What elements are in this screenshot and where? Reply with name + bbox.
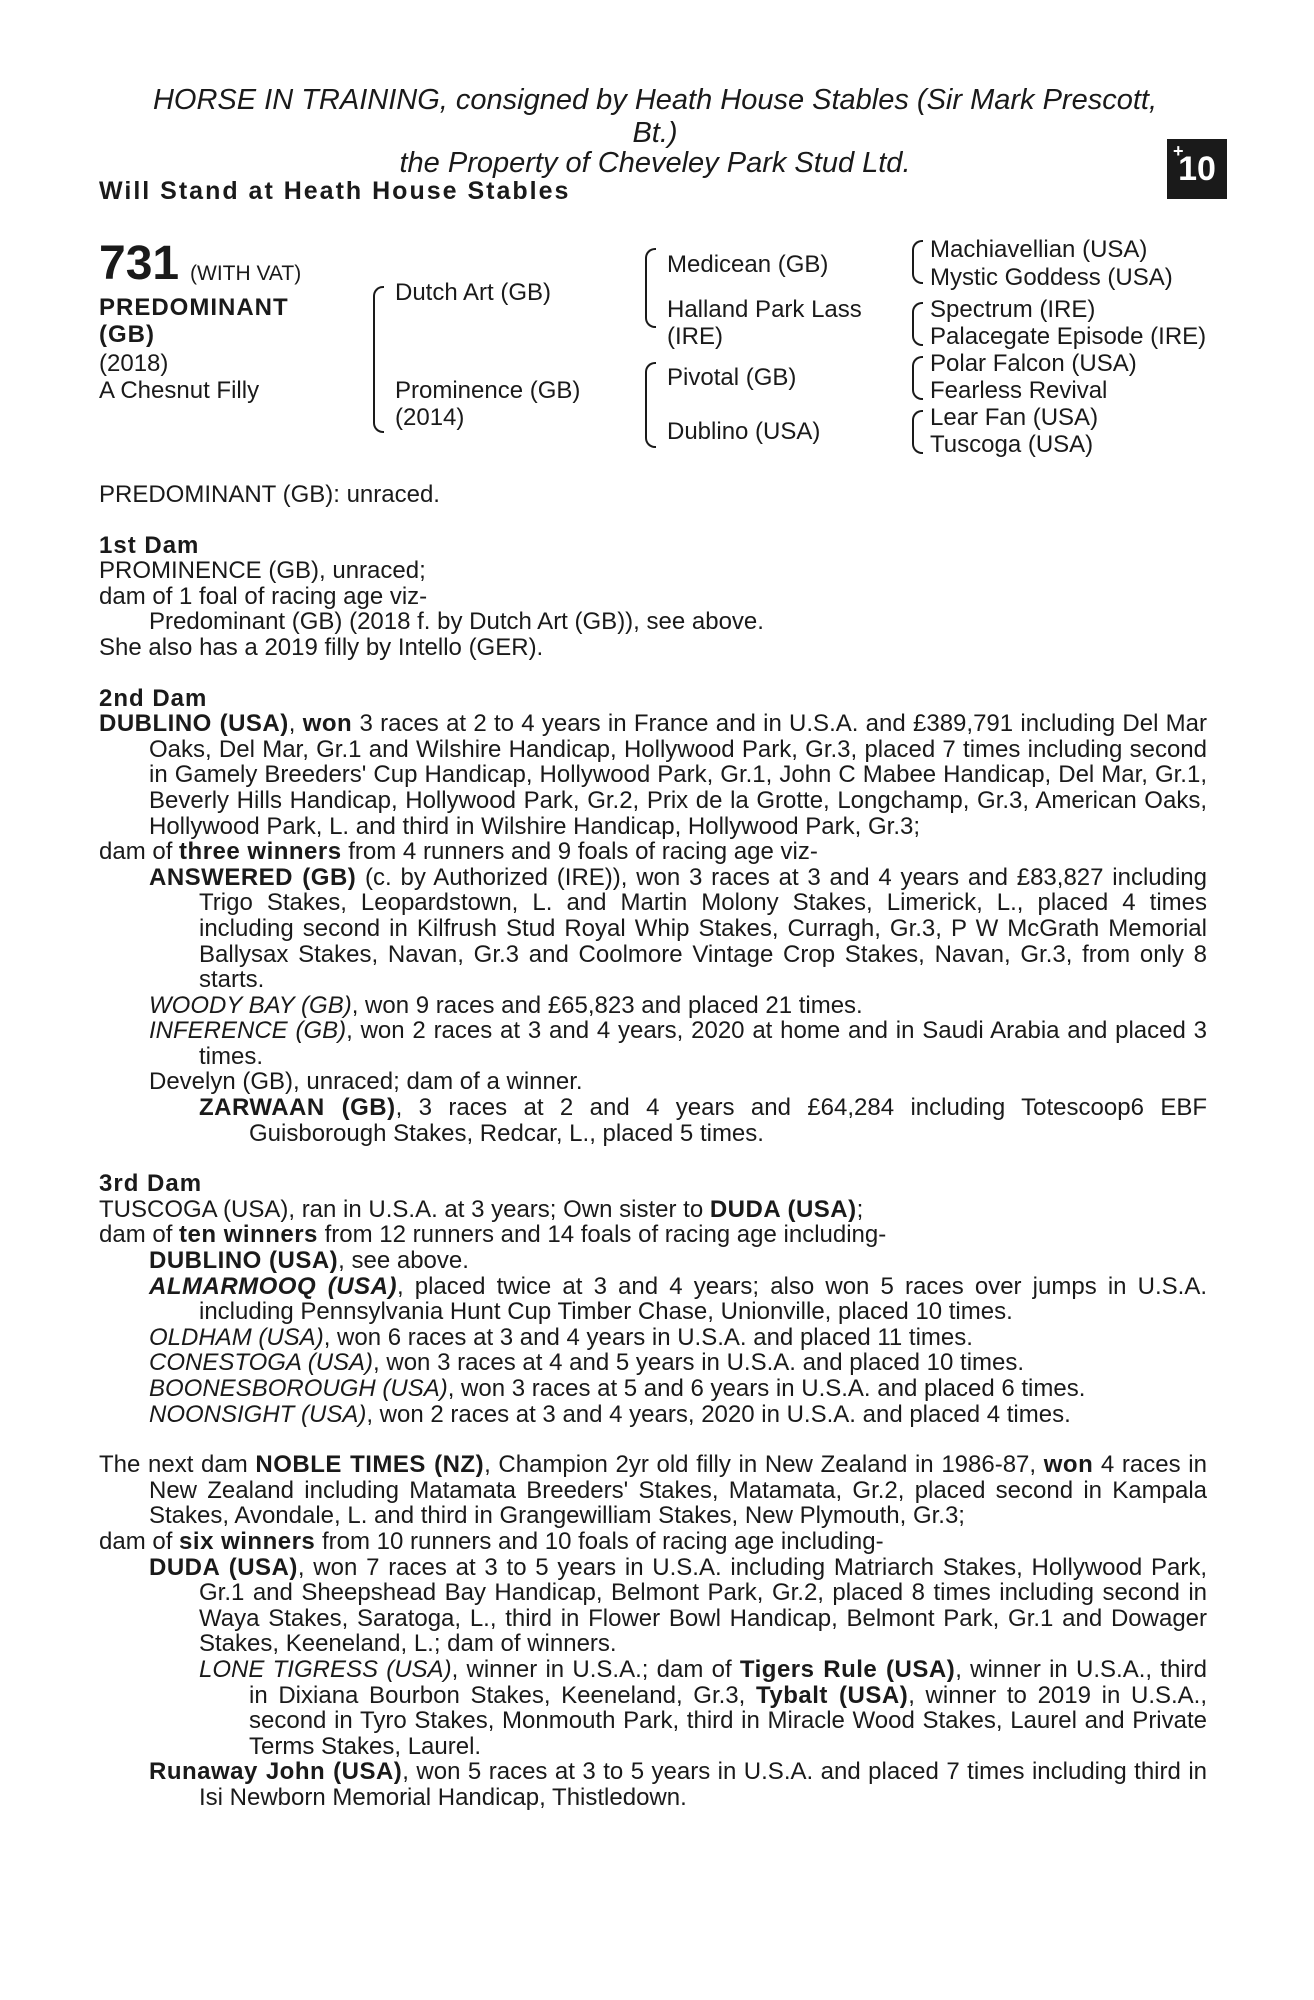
sire-dam-country: (IRE): [667, 323, 723, 350]
lone-tigress-entry: LONE TIGRESS (USA), winner in U.S.A.; dam of Tigers Rule (USA), winner in U.S.A., third in Dixiana Bourbon Stakes, Keeneland, Gr.3, Tybalt (USA), winner to 2019 in U.S.A., second in Tyro Stakes, Monmouth Park, third in Miracle Wood Stakes, Laurel and Private Terms Stakes, Laurel.: [199, 1655, 1207, 1760]
stand-line: Will Stand at Heath House Stables: [99, 177, 571, 205]
horse-description: A Chesnut Filly: [99, 377, 260, 404]
dublino-entry: DUBLINO (USA), won 3 races at 2 to 4 years in France and in U.S.A. and £389,791 including Del Mar Oaks, Del Mar, Gr.1 and Wilshire Handicap, Hollywood Park, Gr.3, placed 7 times including second in Gamely Breeders' Cup Handicap, Hollywood Park, Gr.1, John C Mabee Handicap, Del Mar, Gr.1, Beverly Hills Handicap, Hollywood Park, Gr.2, Prix de la Grotte, Longchamp, Gr.3, American Oaks, Hollywood Park, L. and third in Wilshire Handicap, Hollywood Park, Gr.3;: [99, 710, 1208, 840]
badge-plus: +: [1173, 141, 1184, 161]
dam-brace: [645, 362, 656, 448]
lot-badge: [1167, 139, 1227, 199]
boonesborough-entry: BOONESBOROUGH (USA), won 3 races at 5 and 6 years in U.S.A. and placed 6 times.: [149, 1375, 1086, 1402]
woody-bay-entry: WOODY BAY (GB), won 9 races and £65,823 and placed 21 times.: [149, 991, 863, 1019]
lot-number: 731: [99, 237, 180, 290]
next-dam-entry: The next dam NOBLE TIMES (NZ), Champion 2yr old filly in New Zealand in 1986-87, won 4 races in New Zealand including Matamata Breeders' Stakes, Matamata, Gr.2, placed second in Kampala Stakes, Avondale, L. and third in Grangewilliam Stakes, New Plymouth, Gr.3;: [99, 1451, 1207, 1530]
grand-2: Mystic Goddess (USA): [930, 264, 1173, 291]
third-dam-heading: 3rd Dam: [99, 1170, 203, 1198]
dam: Prominence (GB): [395, 377, 581, 404]
horse-country: (GB): [99, 321, 155, 348]
second-dam-heading: 2nd Dam: [99, 684, 208, 712]
grand-3: Spectrum (IRE): [930, 296, 1096, 323]
g-brace-2: [912, 302, 923, 346]
consignor-line: HORSE IN TRAINING, consigned by Heath House Stables (Sir Mark Prescott,: [152, 84, 1158, 116]
runaway-john-entry: Runaway John (USA), won 5 races at 3 to 5 years in U.S.A. and placed 7 times including third in Isi Newborn Memorial Handicap, Thistledown.: [149, 1758, 1207, 1811]
inference-entry: INFERENCE (GB), won 2 races at 3 and 4 years, 2020 at home and in Saudi Arabia and placed 3 times.: [149, 1017, 1207, 1070]
sire-sire: Medicean (GB): [667, 251, 829, 278]
tuscoga-entry: TUSCOGA (USA), ran in U.S.A. at 3 years; Own sister to DUDA (USA);: [99, 1195, 864, 1223]
develyn-entry: Develyn (GB), unraced; dam of a winner.: [149, 1068, 583, 1096]
grand-6: Fearless Revival: [930, 377, 1108, 404]
dam-dam: Dublino (USA): [667, 418, 821, 445]
g-brace-3: [912, 356, 923, 400]
pedigree-brace: [373, 286, 384, 433]
first-dam-line: dam of 1 foal of racing age viz-: [99, 582, 428, 610]
dam-of-line: dam of ten winners from 12 runners and 14 foals of racing age including-: [99, 1221, 887, 1249]
g-brace-4: [912, 410, 923, 454]
grand-1: Machiavellian (USA): [930, 236, 1148, 263]
duda-entry: DUDA (USA), won 7 races at 3 to 5 years in U.S.A. including Matriarch Stakes, Hollywood Park, Gr.1 and Sheepshead Bay Handicap, Belmont Park, Gr.2, placed 8 times including second in Waya Stakes, Saratoga, L., third in Flower Bowl Handicap, Belmont Park, Gr.1 and Dowager Stakes, Keeneland, L.; dam of winners.: [149, 1553, 1207, 1658]
sire: Dutch Art (GB): [395, 279, 552, 306]
sire-brace: [645, 248, 656, 328]
pedigree-notes: [99, 482, 1207, 1811]
first-dam-line: PROMINENCE (GB), unraced;: [99, 557, 426, 585]
property-line: the Property of Cheveley Park Stud Ltd.: [399, 147, 911, 179]
dam-sire: Pivotal (GB): [667, 364, 797, 391]
grand-8: Tuscoga (USA): [930, 431, 1094, 458]
zarwaan-entry: ZARWAAN (GB), 3 races at 2 and 4 years and £64,284 including Totescoop6 EBF Guisborough Stakes, Redcar, L., placed 5 times.: [199, 1094, 1207, 1147]
noonsight-entry: NOONSIGHT (USA), won 2 races at 3 and 4 years, 2020 in U.S.A. and placed 4 times.: [149, 1400, 1071, 1428]
first-dam-heading: 1st Dam: [99, 531, 200, 559]
unraced-note: PREDOMINANT (GB): unraced.: [99, 481, 440, 508]
first-dam-line: She also has a 2019 filly by Intello (GER).: [99, 633, 544, 661]
dam-year: (2014): [395, 404, 465, 431]
g-brace-1: [912, 240, 923, 284]
answered-entry: ANSWERED (GB) (c. by Authorized (IRE)), won 3 races at 3 and 4 years and £83,827 including Trigo Stakes, Leopardstown, L. and Martin Molony Stakes, Limerick, L., placed 4 times including second in Kilfrush Stud Royal Whip Stakes, Curragh, Gr.3, P W McGrath Memorial Ballysax Stakes, Navan, Gr.3 and Coolmore Vintage Crop Stakes, Navan, Gr.3, from only 8 starts.: [149, 863, 1207, 994]
first-dam-line: Predominant (GB) (2018 f. by Dutch Art (GB)), see above.: [149, 608, 764, 636]
almarmooq-entry: ALMARMOOQ (USA), placed twice at 3 and 4 years; also won 5 races over jumps in U.S.A. including Pennsylvania Hunt Cup Timber Chase, Unionville, placed 10 times.: [149, 1272, 1207, 1326]
dam-of-line: dam of six winners from 10 runners and 10 foals of racing age including-: [99, 1527, 884, 1555]
horse-year: (2018): [99, 350, 169, 377]
badge-number: 10: [1178, 149, 1216, 188]
dam-of-line: dam of three winners from 4 runners and 9 foals of racing age viz-: [99, 838, 818, 866]
horse-name: PREDOMINANT: [99, 294, 289, 321]
oldham-entry: OLDHAM (USA), won 6 races at 3 and 4 years in U.S.A. and placed 11 times.: [149, 1323, 973, 1351]
sire-dam: Halland Park Lass: [667, 296, 862, 323]
conestoga-entry: CONESTOGA (USA), won 3 races at 4 and 5 years in U.S.A. and placed 10 times.: [149, 1349, 1025, 1377]
grand-5: Polar Falcon (USA): [930, 350, 1137, 377]
vat-label: (WITH VAT): [190, 262, 302, 285]
grand-7: Lear Fan (USA): [930, 404, 1099, 431]
consignor-line-cont: Bt.): [632, 117, 678, 149]
dublino-ref-entry: DUBLINO (USA), see above.: [149, 1247, 469, 1275]
grand-4: Palacegate Episode (IRE): [930, 323, 1207, 350]
